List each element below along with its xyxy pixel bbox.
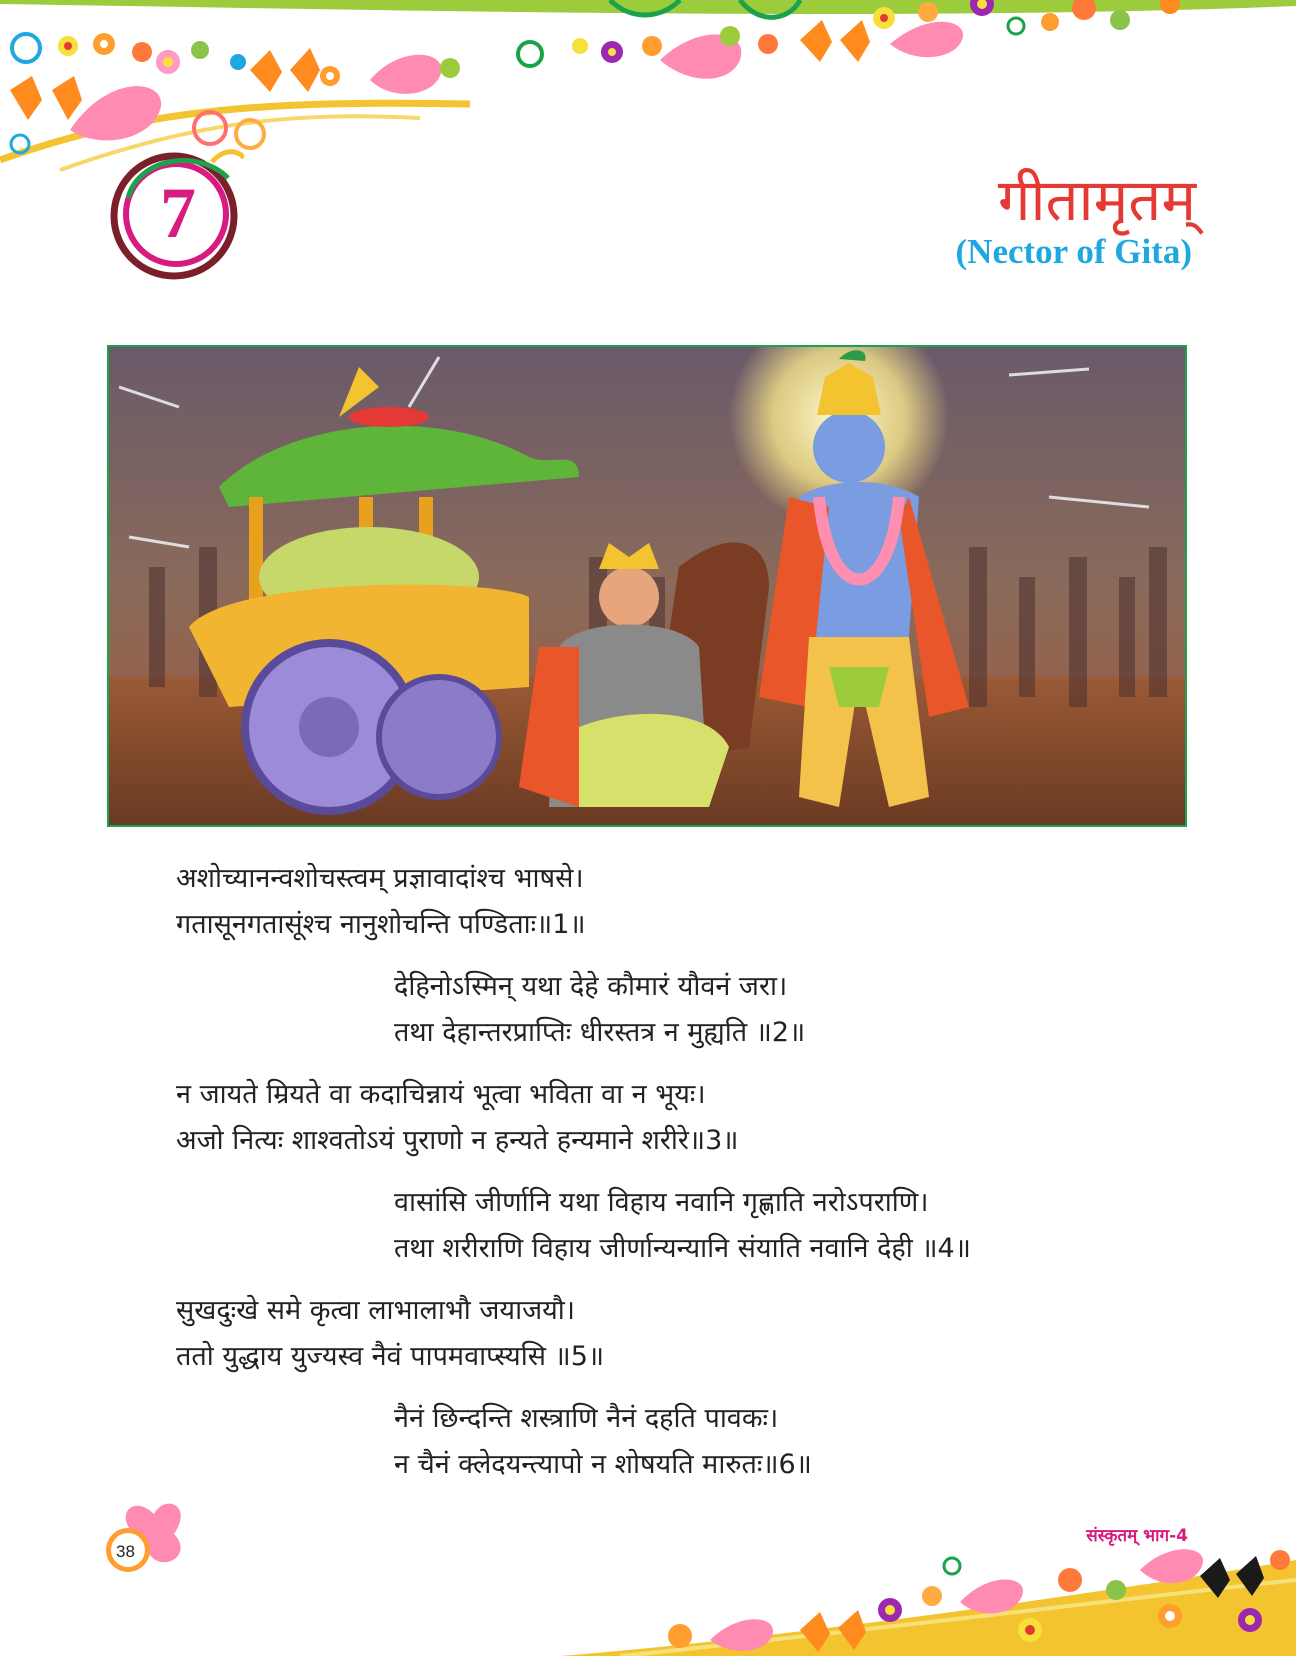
verse-6-line-1: नैनं छिन्दन्ति शस्त्राणि नैनं दहति पावकः। bbox=[394, 1403, 779, 1434]
verse-2-line-1: देहिनोऽस्मिन् यथा देहे कौमारं यौवनं जरा। bbox=[394, 971, 788, 1002]
verse-4-line-2: तथा शरीराणि विहाय जीर्णान्यन्यानि संयाति नवानि देही ॥4॥ bbox=[394, 1233, 971, 1264]
page-title: गीतामृतम् bbox=[997, 166, 1196, 234]
chapter-number: 7 bbox=[160, 173, 196, 253]
page-number-flower-icon bbox=[104, 1494, 194, 1574]
verse-5-line-1: सुखदुःखे समे कृत्वा लाभालाभौ जयाजयौ। bbox=[176, 1295, 575, 1326]
page-number: 38 bbox=[116, 1542, 135, 1561]
verse-3-line-1: न जायते म्रियते वा कदाचिन्नायं भूत्वा भविता वा न भूयः। bbox=[176, 1079, 706, 1110]
verse-5-line-2: ततो युद्धाय युज्यस्व नैवं पापमवाप्स्यसि ॥5॥ bbox=[176, 1341, 605, 1372]
verse-1-line-1: अशोच्यानन्वशोचस्त्वम् प्रज्ञावादांश्च भाषसे। bbox=[176, 863, 584, 894]
krishna-arjuna-illustration bbox=[107, 345, 1187, 827]
verse-1-line-2: गतासूनगतासूंश्च नानुशोचन्ति पण्डिताः॥1॥ bbox=[176, 909, 586, 940]
verse-4-line-1: वासांसि जीर्णानि यथा विहाय नवानि गृह्णाति नरोऽपराणि। bbox=[394, 1187, 929, 1218]
verse-2-line-2: तथा देहान्तरप्राप्तिः धीरस्तत्र न मुह्यति ॥2॥ bbox=[394, 1017, 806, 1048]
book-title-footer: संस्कृतम् भाग-4 bbox=[1086, 1526, 1188, 1546]
page-subtitle: (Nector of Gita) bbox=[955, 232, 1192, 271]
verse-3-line-2: अजो नित्यः शाश्वतोऽयं पुराणो न हन्यते हन्यमाने शरीरे॥3॥ bbox=[176, 1125, 739, 1156]
bottom-floral-border bbox=[560, 1540, 1296, 1656]
verse-6-line-2: न चैनं क्लेदयन्त्यापो न शोषयति मारुतः॥6॥ bbox=[394, 1449, 812, 1480]
